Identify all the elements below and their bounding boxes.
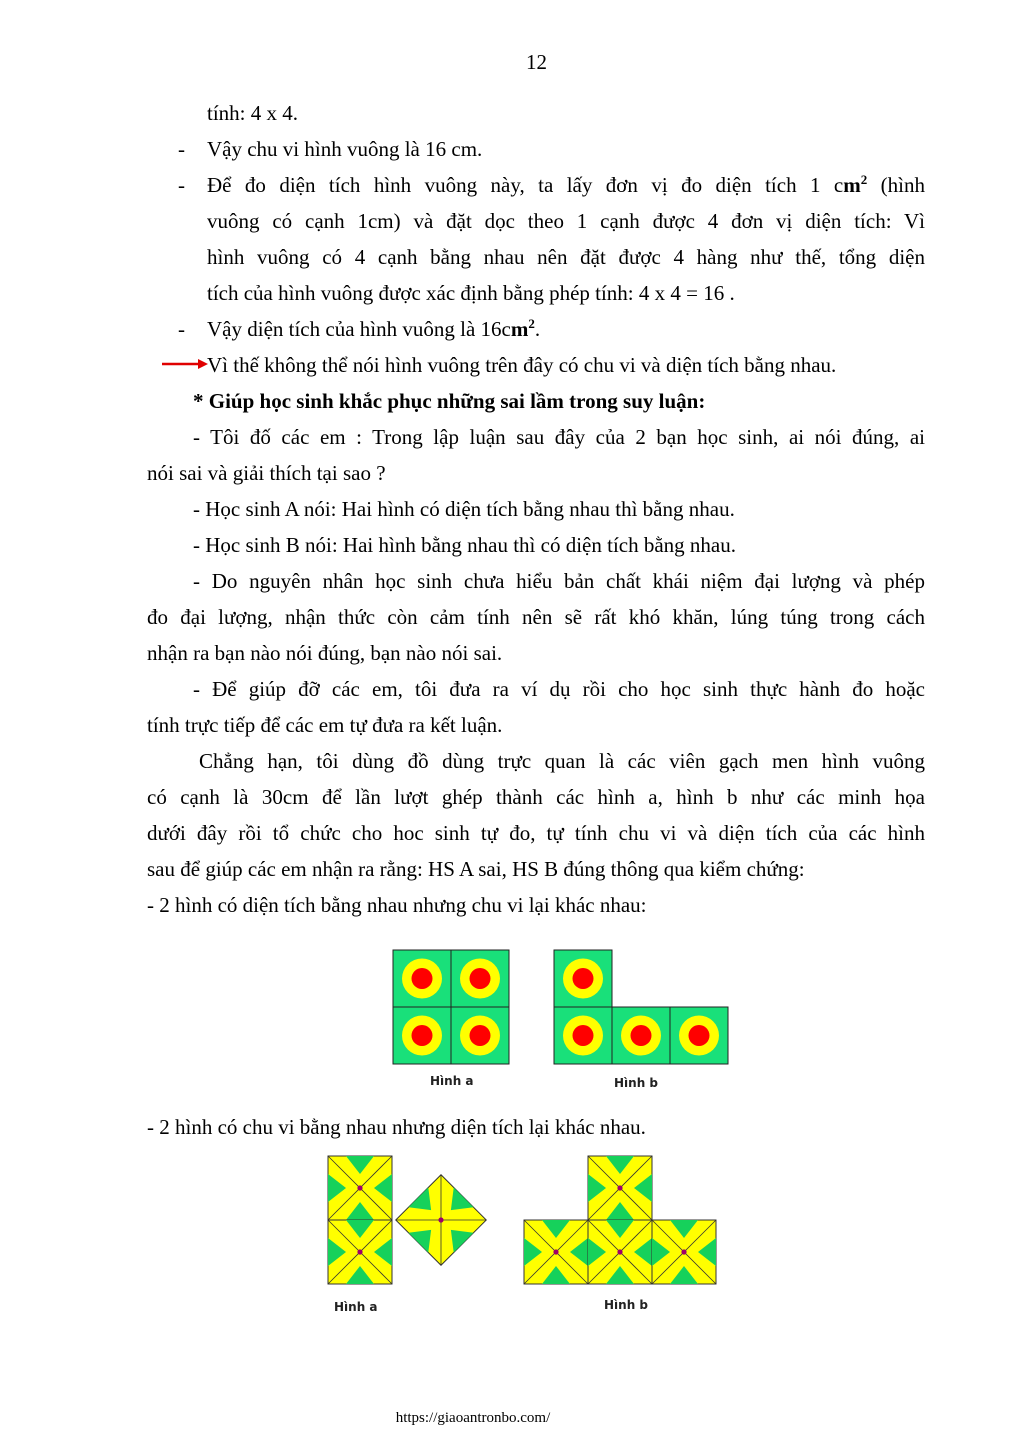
text-line: - Tôi đố các em : Trong lập luận sau đây của 2 bạn học sinh, ai nói đúng, ai <box>193 425 925 449</box>
text-line: sau để giúp các em nhận ra rằng: HS A sai, HS B đúng thông qua kiểm chứng: <box>147 857 805 881</box>
text-line: Vì thế không thể nói hình vuông trên đây có chu vi và diện tích bằng nhau. <box>207 353 837 377</box>
text-line: - 2 hình có diện tích bằng nhau nhưng chu vi lại khác nhau: <box>147 893 647 917</box>
shape-b <box>554 950 728 1064</box>
shape-a <box>328 1156 486 1284</box>
red-arrow-icon <box>160 356 210 372</box>
footer-url: https://giaoantronbo.com/ <box>395 1410 551 1426</box>
text-line: Chẳng hạn, tôi dùng đồ dùng trực quan là các viên gạch men hình vuông <box>199 749 925 773</box>
text-line: Vậy diện tích của hình vuông là $16cm^2$. <box>207 316 541 341</box>
text-line: - Do nguyên nhân học sinh chưa hiểu bản chất khái niệm đại lượng và phép <box>193 569 925 593</box>
text-line: hình vuông có 4 cạnh bằng nhau nên đặt được 4 hàng như thế, tổng diện <box>207 245 925 269</box>
text-line: - Học sinh B nói: Hai hình bằng nhau thì có diện tích bằng nhau. <box>193 533 736 557</box>
bullet-dash: - <box>178 173 185 197</box>
figure-equal-perimeter <box>320 1150 730 1300</box>
caption-hinh-a: Hình a <box>334 1300 378 1314</box>
bullet-dash: - <box>178 137 185 161</box>
text-line: nói sai và giải thích tại sao ? <box>147 461 386 485</box>
text-line: tính trực tiếp để các em tự đưa ra kết luận. <box>147 713 503 737</box>
bullet-dash: - <box>178 317 185 341</box>
text-line: - 2 hình có chu vi bằng nhau nhưng diện tích lại khác nhau. <box>147 1115 646 1139</box>
figure-equal-area <box>390 948 735 1066</box>
text-line: đo đại lượng, nhận thức còn cảm tính nên sẽ rất khó khăn, lúng túng trong cách <box>147 605 925 629</box>
section-heading: * Giúp học sinh khắc phục những sai lầm trong suy luận: <box>193 389 706 413</box>
caption-hinh-b: Hình b <box>604 1298 649 1312</box>
text-line: nhận ra bạn nào nói đúng, bạn nào nói sai. <box>147 641 503 665</box>
page-number: 12 <box>526 50 547 74</box>
text-line: có cạnh là 30cm để lần lượt ghép thành các hình a, hình b như các minh họa <box>147 785 925 809</box>
text-line: Vậy chu vi hình vuông là 16 cm. <box>207 137 483 161</box>
caption-hinh-a: Hình a <box>430 1074 474 1088</box>
text-line: dưới đây rồi tổ chức cho hoc sinh tự đo, tự tính chu vi và diện tích của các hình <box>147 821 925 845</box>
text-line: Để đo diện tích hình vuông này, ta lấy đơn vị đo diện tích 1 $cm^2$ (hình <box>207 172 926 197</box>
text-line: tích của hình vuông được xác định bằng phép tính: 4 x 4 = 16 . <box>207 281 735 305</box>
text-line: - Học sinh A nói: Hai hình có diện tích bằng nhau thì bằng nhau. <box>193 497 735 521</box>
shape-b <box>524 1156 716 1284</box>
shape-a <box>393 950 509 1064</box>
text-line: tính: 4 x 4. <box>207 101 299 125</box>
text-line: vuông có cạnh 1cm) và đặt dọc theo 1 cạnh được 4 đơn vị diện tích: Vì <box>207 209 925 233</box>
caption-hinh-b: Hình b <box>614 1076 659 1090</box>
text-line: - Để giúp đỡ các em, tôi đưa ra ví dụ rồi cho học sinh thực hành đo hoặc <box>193 677 925 701</box>
